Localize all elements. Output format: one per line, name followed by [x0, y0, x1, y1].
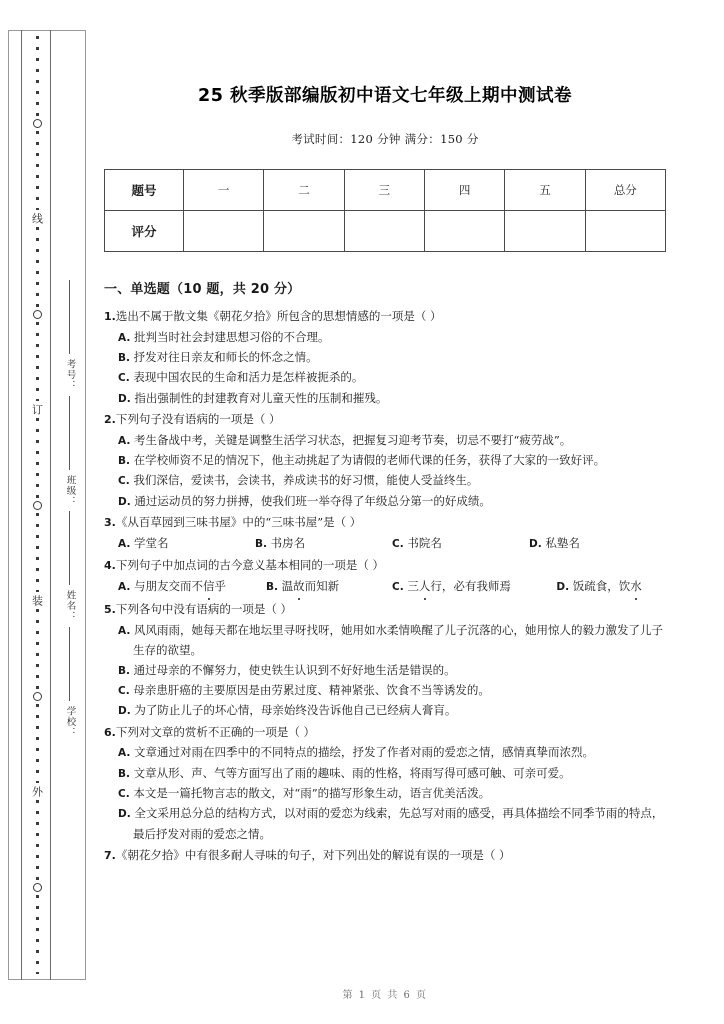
field-label: 学校：: [64, 705, 76, 737]
seal-char-ding: 订: [30, 404, 44, 415]
score-cell-section-2[interactable]: [264, 211, 344, 252]
option-letter: D.: [118, 392, 131, 405]
sealing-line-dots-column: [22, 30, 52, 980]
cell-section-2: 二: [264, 170, 344, 211]
row-header-question-number: 题号: [105, 170, 184, 211]
option-b[interactable]: [118, 660, 666, 680]
option-b[interactable]: [118, 450, 666, 470]
question-7: [104, 846, 666, 866]
option-text: 为了防止儿子的坏心情，母亲始终没告诉他自己已经病人膏肓。: [134, 703, 457, 718]
option-a[interactable]: [118, 327, 666, 347]
question-number: 2.: [104, 412, 116, 426]
field-label: 姓名：: [64, 590, 76, 622]
question-stem: [104, 600, 666, 620]
option-a[interactable]: [118, 620, 666, 660]
option-d[interactable]: [118, 388, 666, 408]
option-text: 考生备战中考，关键是调整生活学习状态，把握复习迎考节奏，切忌不要打“疲劳战”。: [133, 432, 572, 447]
option-letter: C.: [391, 581, 404, 594]
write-rule: [69, 280, 70, 354]
option-letter: B.: [118, 352, 130, 365]
option-text: 抒发对往日亲友和师长的怀念之情。: [133, 350, 318, 365]
cell-section-5: 五: [505, 170, 585, 211]
exam-paper-body: [104, 30, 666, 867]
field-school[interactable]: [63, 706, 77, 738]
emphasis-dot-char: 信: [203, 576, 215, 597]
dotted-line-segment: [36, 227, 39, 307]
option-text: 文章从形、声、气等方面写出了雨的趣味、雨的性格，将雨写得可感可触、可亲可爱。: [133, 765, 571, 780]
cell-section-1: 一: [184, 170, 264, 211]
question-number: 4.: [104, 559, 116, 573]
score-cell-section-4[interactable]: [424, 211, 504, 252]
option-c[interactable]: [118, 367, 666, 387]
question-3: [104, 513, 666, 554]
score-cell-section-1[interactable]: [184, 211, 264, 252]
option-c[interactable]: [118, 783, 666, 803]
question-4: [104, 556, 666, 597]
option-a[interactable]: [118, 430, 666, 450]
question-text: 下列对文章的赏析不正确的一项是（ ）: [115, 724, 315, 739]
option-letter: B.: [118, 455, 130, 468]
option-b[interactable]: [255, 533, 392, 554]
option-text: 书房名: [270, 535, 306, 550]
sealing-line-strip: [21, 30, 51, 980]
option-letter: D.: [556, 581, 570, 594]
option-text: 指出强制性的封建教育对儿童天性的压制和摧残。: [134, 390, 388, 405]
option-text: 在学校师资不足的情况下，他主动挑起了为请假的老师代课的任务，获得了大家的一致好评。: [133, 453, 606, 468]
table-row: [105, 211, 666, 252]
question-text: 下列各句中没有语病的一项是（ ）: [115, 601, 292, 616]
write-rule: [69, 627, 70, 701]
option-text: 书院名: [407, 535, 442, 550]
option-letter: C.: [118, 372, 130, 385]
option-letter: A.: [118, 331, 131, 344]
field-label: 考号：: [64, 359, 76, 391]
question-text: 选出不属于散文集《朝花夕拾》所包含的思想情感的一项是（ ）: [115, 309, 442, 323]
cell-section-3: 三: [344, 170, 424, 211]
question-text: 下列句子中加点词的古今意义基本相同的一项是（ ）: [115, 558, 384, 573]
score-cell-section-3[interactable]: [344, 211, 424, 252]
seal-char-xian: 线: [30, 213, 44, 224]
dotted-line-segment: [36, 322, 39, 402]
option-letter: A.: [118, 581, 131, 594]
options-list: [118, 533, 666, 554]
dotted-line-segment: [36, 131, 39, 211]
dotted-line-segment: [36, 609, 39, 689]
question-1: [104, 307, 666, 408]
option-text: 我们深信，爱读书，会读书，养成读书的好习惯，能使人受益终生。: [133, 473, 479, 488]
page-title: 25 秋季版部编版初中语文七年级上期中测试卷: [198, 86, 572, 106]
cell-section-4: 四: [424, 170, 504, 211]
write-rule: [69, 511, 70, 585]
question-stem: [104, 723, 666, 743]
option-a[interactable]: [118, 742, 666, 762]
options-list: [104, 327, 666, 408]
option-text-pre: 与朋友交而不: [133, 579, 203, 594]
option-text-post: 而知新: [304, 579, 340, 594]
dotted-line-segment: [36, 36, 39, 116]
question-number: 7.: [104, 848, 116, 862]
seal-char-wai: 外: [30, 786, 44, 797]
option-text-post: 行，必有我师焉: [430, 579, 511, 594]
option-letter: D.: [118, 808, 131, 821]
options-list: [104, 620, 666, 721]
option-letter: D.: [118, 705, 131, 718]
option-letter: A.: [118, 747, 131, 760]
question-6: [104, 723, 666, 844]
seal-char-zhuang: 装: [30, 595, 44, 606]
option-letter: C.: [392, 537, 404, 550]
field-label: 班级：: [64, 474, 76, 506]
question-number: 6.: [104, 725, 116, 739]
option-letter: C.: [118, 788, 130, 800]
option-text: 风风雨雨，她每天都在地坛里寻呀找呀，她用如水柔情唤醒了儿子沉落的心，她用惊人的毅力激发了儿子生存的欲望。: [133, 622, 663, 657]
option-d[interactable]: [118, 803, 666, 843]
question-text: 下列句子没有语病的一项是（ ）: [115, 411, 281, 426]
option-c[interactable]: [118, 470, 666, 490]
option-letter: D.: [118, 495, 131, 508]
option-text: 母亲患肝癌的主要原因是由劳累过度、精神紧张、饮食不当等诱发的。: [133, 683, 490, 698]
option-letter: B.: [265, 581, 278, 594]
question-stem: [104, 410, 666, 430]
row-header-score: 评分: [105, 211, 184, 252]
circle-marker: [33, 310, 42, 319]
options-list: [104, 430, 666, 511]
dotted-line-segment: [36, 800, 39, 880]
option-letter: C.: [118, 685, 130, 698]
score-cell-section-5[interactable]: [505, 211, 585, 252]
option-text: 学堂名: [133, 535, 169, 550]
circle-marker: [33, 883, 42, 892]
option-text: 本文是一篇托物言志的散文，对“雨”的描写形象生动，语言优美活泼。: [133, 786, 491, 800]
question-stem: [104, 513, 666, 533]
dotted-line-segment: [36, 513, 39, 593]
option-text-pre: 饭疏食，饮: [572, 579, 631, 594]
option-text: 通过运动员的努力拼搏，使我们班一举夺得了年级总分第一的好成绩。: [134, 493, 491, 508]
option-text-pre: 温: [281, 579, 294, 594]
option-d[interactable]: [118, 491, 666, 511]
option-letter: D.: [529, 537, 542, 550]
option-b[interactable]: [266, 576, 392, 597]
circle-marker: [33, 119, 42, 128]
option-text: 批判当时社会封建思想习俗的不合理。: [133, 329, 330, 344]
option-d[interactable]: [556, 576, 666, 597]
option-letter: A.: [118, 434, 131, 447]
score-summary-table: [104, 169, 666, 252]
question-5: [104, 600, 666, 721]
option-d[interactable]: [118, 700, 666, 720]
options-list: [118, 576, 666, 597]
cell-total: 总分: [585, 170, 665, 211]
option-letter: A.: [118, 624, 131, 637]
option-text-pre: 三: [407, 579, 419, 594]
option-c[interactable]: [392, 533, 529, 554]
option-text: 私塾名: [545, 535, 580, 550]
question-number: 1.: [104, 310, 116, 323]
emphasis-dot-char: 水: [630, 576, 642, 597]
option-letter: B.: [118, 767, 130, 780]
emphasis-dot-char: 故: [293, 576, 305, 597]
option-b[interactable]: [118, 347, 666, 367]
field-name[interactable]: [63, 590, 77, 706]
option-text: 全文采用总分总的结构方式，以对雨的爱恋为线索，先总写对雨的感受，再具体描绘不同季节雨的特点，最后抒发对雨的爱恋之情。: [133, 806, 664, 841]
option-letter: B.: [255, 537, 267, 550]
question-stem: [104, 556, 666, 576]
option-letter: A.: [118, 537, 131, 550]
page-footer: 第 1 页 共 6 页: [342, 990, 428, 1001]
option-c[interactable]: [118, 680, 666, 700]
circle-marker: [33, 692, 42, 701]
question-stem: [104, 846, 666, 866]
question-number: 5.: [104, 602, 116, 616]
exam-meta-line: 考试时间：120 分钟 满分：150 分: [291, 132, 479, 146]
section-heading-multiple-choice: 一、单选题（10 题，共 20 分）: [104, 282, 301, 297]
table-row: [105, 170, 666, 211]
question-text: 《从百草园到三味书屋》中的“三味书屋”是（ ）: [115, 514, 362, 529]
field-class[interactable]: [63, 475, 77, 591]
question-2: [104, 410, 666, 511]
dotted-line-segment: [36, 895, 39, 975]
circle-marker: [33, 501, 42, 510]
option-c[interactable]: [392, 576, 556, 597]
option-d[interactable]: [529, 533, 666, 554]
field-exam-number[interactable]: [63, 275, 77, 475]
option-b[interactable]: [118, 763, 666, 783]
sealing-line-margin: [8, 30, 86, 980]
student-info-fields: [53, 31, 86, 981]
emphasis-dot-char: 人: [419, 576, 431, 597]
option-text-post: 乎: [214, 579, 226, 594]
question-stem: [104, 307, 666, 327]
option-text: 通过母亲的不懈努力，使史铁生认识到不好好地生活是错误的。: [133, 662, 456, 677]
options-list: [104, 742, 666, 843]
question-number: 3.: [104, 515, 116, 529]
dotted-line-segment: [36, 418, 39, 498]
option-a[interactable]: [118, 576, 266, 597]
score-cell-total[interactable]: [585, 211, 665, 252]
write-rule: [69, 396, 70, 470]
option-letter: B.: [118, 664, 130, 677]
option-text: 文章通过对雨在四季中的不同特点的描绘，抒发了作者对雨的爱恋之情，感情真挚而浓烈。: [133, 745, 594, 760]
option-letter: C.: [118, 475, 130, 488]
option-text: 表现中国农民的生命和活力是怎样被扼杀的。: [133, 370, 364, 385]
dotted-line-segment: [36, 704, 39, 784]
option-a[interactable]: [118, 533, 255, 554]
question-text: 《朝花夕拾》中有很多耐人寻味的句子，对下列出处的解说有误的一项是（ ）: [115, 847, 511, 862]
